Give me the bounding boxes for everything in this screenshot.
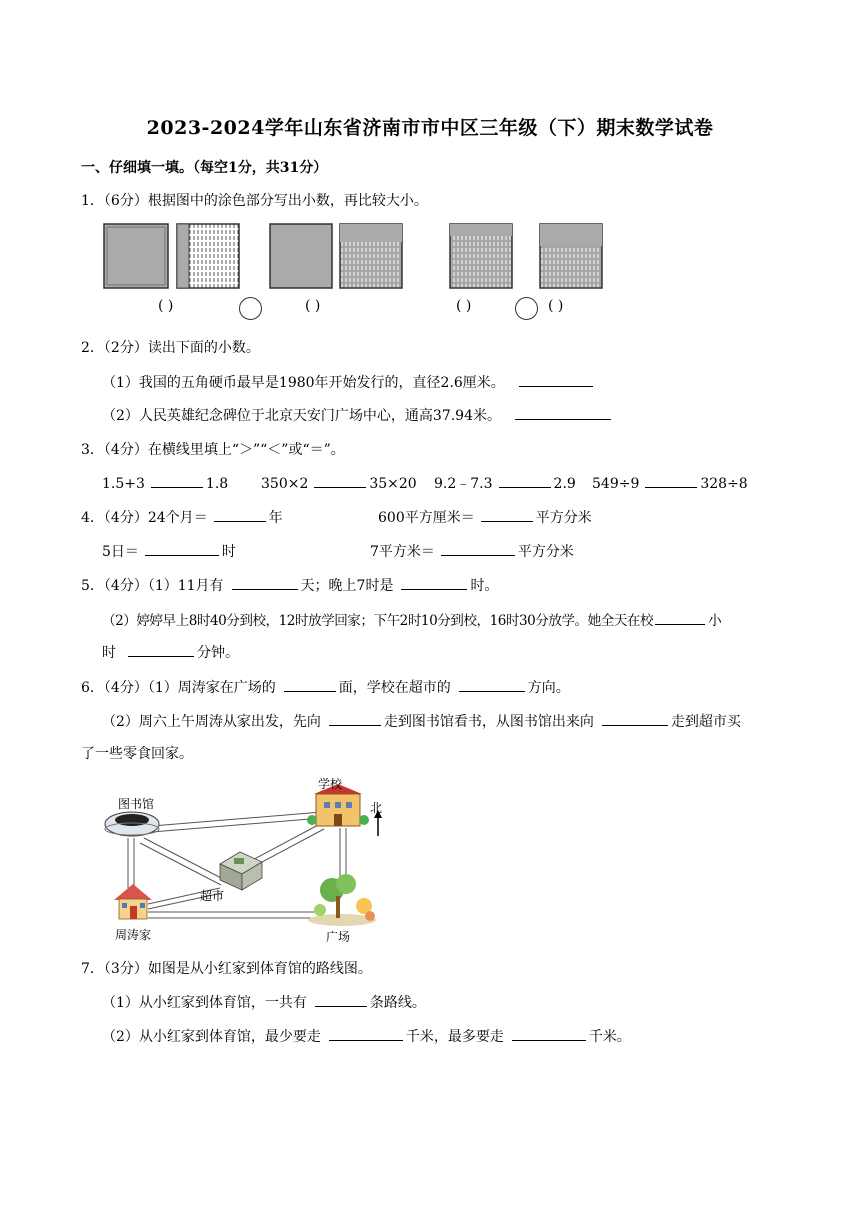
page-title: 2023-2024学年山东省济南市市中区三年级（下）期末数学试卷 [146, 117, 714, 139]
compare-right: 1.8 [205, 476, 229, 492]
question-4-text: 600平方厘米＝ [378, 510, 475, 526]
compare-right: 2.9 [553, 476, 576, 492]
answer-blank[interactable] [314, 473, 366, 488]
question-2-sub1-text: （1）我国的五角硬币最早是1980年开始发行的，直径2.6厘米。 [102, 375, 505, 391]
compare-right: 35×20 [369, 476, 417, 492]
unit-label: 时 [221, 544, 236, 560]
question-7: 7．（3分）如图是从小红家到体育馆的路线图。 [81, 961, 372, 977]
compare-left: 1.5+3 [102, 476, 145, 492]
unit-label: 平方分米 [535, 510, 592, 526]
question-6-sub2-text: （2）周六上午周涛从家出发，先向 [102, 714, 321, 730]
answer-paren-3[interactable]: ( ) [456, 298, 472, 314]
compare-left: 350×2 [261, 476, 309, 492]
full-square-2 [270, 224, 332, 288]
compare-item-3 [434, 473, 576, 493]
question-5-text: 时。 [470, 578, 499, 594]
square-label: 广场 [326, 930, 351, 944]
library-label: 图书馆 [118, 797, 155, 811]
answer-blank[interactable] [284, 677, 336, 692]
answer-blank[interactable] [645, 473, 697, 488]
unit-label: 小 [708, 613, 722, 629]
question-4-a [81, 507, 283, 527]
question-7-sub1-text: （1）从小红家到体育馆，一共有 [102, 995, 307, 1011]
question-6-sub2-cont: 了一些零食回家。 [81, 746, 193, 762]
answer-blank[interactable] [151, 473, 203, 488]
question-7-sub1-text: 条路线。 [369, 995, 426, 1011]
compare-item-1 [102, 473, 228, 492]
answer-blank[interactable] [214, 507, 266, 522]
question-6-text: 6．（4分）（1）周涛家在广场的 [81, 680, 276, 696]
section-heading: 一、仔细填一填。（每空1分，共31分） [81, 160, 328, 176]
question-6-sub2 [102, 711, 741, 731]
answer-blank[interactable] [329, 711, 381, 726]
question-4-d [370, 541, 574, 561]
answer-blank[interactable] [459, 677, 525, 692]
answer-blank[interactable] [655, 610, 705, 625]
answer-paren-1[interactable]: ( ) [158, 298, 174, 314]
answer-blank[interactable] [515, 405, 611, 420]
unit-label: 年 [268, 510, 283, 526]
question-5-text: 5．（4分）（1）11月有 [81, 578, 224, 594]
answer-blank[interactable] [499, 473, 551, 488]
question-7-sub2 [102, 1026, 631, 1046]
square-icon [308, 874, 376, 926]
compare-item-2 [261, 473, 417, 492]
compare-item-4 [592, 473, 748, 492]
question-2: 2．（2分）读出下面的小数。 [81, 340, 260, 356]
answer-blank[interactable] [315, 992, 367, 1007]
question-4-text: 5日＝ [102, 544, 139, 560]
question-7-sub2-text: 千米。 [588, 1029, 631, 1045]
school-label: 学校 [318, 777, 343, 791]
question-6-text: 方向。 [527, 680, 570, 696]
question-2-sub2-text: （2）人民英雄纪念碑位于北京天安门广场中心，通高37.94米。 [102, 408, 501, 424]
question-5-sub2-cont [102, 642, 239, 662]
answer-blank[interactable] [128, 642, 194, 657]
question-4-text: 7平方米＝ [370, 544, 435, 560]
answer-blank[interactable] [441, 541, 515, 556]
answer-blank[interactable] [401, 575, 467, 590]
question-2-sub1 [102, 372, 596, 392]
question-6 [81, 677, 570, 697]
question-5-sub2 [102, 609, 721, 629]
question-1: 1．（6分）根据图中的涂色部分写出小数，再比较大小。 [81, 193, 428, 209]
question-4-b [378, 507, 592, 527]
unit-label: 时 [102, 645, 116, 661]
question-6-text: 面，学校在超市的 [338, 680, 451, 696]
answer-paren-4[interactable]: ( ) [548, 298, 564, 314]
question-4-c [102, 541, 236, 561]
market-label: 超市 [200, 889, 225, 903]
question-4-text: 4．（4分）24个月＝ [81, 510, 208, 526]
full-square-1 [104, 224, 168, 288]
compare-circle-2[interactable] [515, 297, 538, 320]
market-icon [220, 852, 262, 890]
home-label: 周涛家 [115, 928, 152, 942]
unit-label: 分钟。 [197, 645, 239, 661]
question-6-sub2-text: 走到图书馆看书，从图书馆出来向 [383, 714, 594, 730]
question-5-sub2-text: （2）婷婷早上8时40分到校，12时放学回家；下午2时10分到校，16时30分放学。她全天在校 [102, 613, 654, 629]
home-icon [114, 884, 152, 919]
compare-circle-1[interactable] [239, 297, 262, 320]
compare-right: 328÷8 [700, 476, 748, 492]
question-7-sub1 [102, 992, 426, 1012]
answer-blank[interactable] [519, 372, 593, 387]
library-icon [105, 812, 159, 836]
compare-left: 549÷9 [592, 476, 640, 492]
question-5 [81, 575, 498, 595]
question-5-text: 天；晚上7时是 [300, 578, 394, 594]
answer-blank[interactable] [145, 541, 219, 556]
answer-blank[interactable] [232, 575, 298, 590]
question-3: 3．（4分）在横线里填上“＞”“＜”或“＝”。 [81, 442, 345, 458]
question-7-sub2-text: 千米，最多要走 [405, 1029, 504, 1045]
question-2-sub2 [102, 405, 614, 425]
answer-paren-2[interactable]: ( ) [305, 298, 321, 314]
answer-blank[interactable] [512, 1026, 586, 1041]
north-label: 北 [370, 801, 383, 815]
answer-blank[interactable] [329, 1026, 403, 1041]
unit-label: 平方分米 [517, 544, 574, 560]
answer-blank[interactable] [602, 711, 668, 726]
question-6-sub2-text: 走到超市买 [670, 714, 741, 730]
compare-left: 9.2﹣7.3 [434, 476, 493, 492]
answer-blank[interactable] [481, 507, 533, 522]
question-7-sub2-text: （2）从小红家到体育馆，最少要走 [102, 1029, 321, 1045]
